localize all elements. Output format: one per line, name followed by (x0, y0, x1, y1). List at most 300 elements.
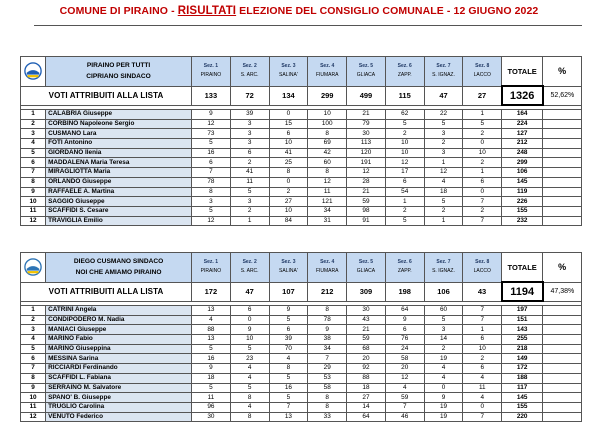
sezione-label: Sez. 6 (397, 63, 412, 70)
candidate-name: CATRINI Angela (46, 306, 192, 316)
candidate-votes-sezione: 10 (463, 148, 502, 158)
sezione-label: Sez. 7 (436, 63, 451, 70)
candidate-number: 8 (21, 373, 46, 383)
candidate-votes-sezione: 12 (192, 119, 231, 129)
candidate-votes-sezione: 60 (424, 306, 463, 316)
candidate-votes-sezione: 121 (308, 197, 347, 207)
candidate-votes-sezione: 64 (347, 412, 386, 422)
candidate-votes-sezione: 79 (347, 119, 386, 129)
list-votes-sezione: 72 (230, 86, 269, 105)
candidate-votes-sezione: 3 (230, 139, 269, 149)
candidate-row (21, 373, 582, 383)
candidate-votes-sezione: 69 (308, 139, 347, 149)
sezione-header (424, 253, 463, 283)
candidate-votes-sezione: 2 (463, 129, 502, 139)
sezione-place: PIRAINO (200, 72, 222, 79)
candidate-votes-sezione: 33 (308, 412, 347, 422)
candidate-total: 218 (502, 344, 543, 354)
list-logo-icon (24, 258, 42, 276)
candidate-votes-sezione: 0 (230, 315, 269, 325)
candidate-percent-empty (543, 216, 582, 226)
candidate-votes-sezione: 8 (308, 393, 347, 403)
candidate-votes-sezione: 0 (463, 139, 502, 149)
sezione-label: Sez. 4 (320, 259, 335, 266)
candidate-votes-sezione: 10 (463, 344, 502, 354)
sezione-place: FIUMARA (315, 268, 339, 275)
candidate-percent-empty (543, 306, 582, 316)
candidate-total: 149 (502, 354, 543, 364)
candidate-votes-sezione: 58 (385, 354, 424, 364)
candidate-name: MADDALENA Maria Teresa (46, 158, 192, 168)
list-votes-sezione: 47 (230, 282, 269, 301)
candidate-votes-sezione: 3 (424, 148, 463, 158)
totale-header: TOTALE (502, 253, 543, 283)
candidate-name: CALABRIA Giuseppe (46, 110, 192, 120)
candidate-votes-sezione: 53 (308, 373, 347, 383)
list-votes-label: VOTI ATTRIBUITI ALLA LISTA (21, 282, 192, 301)
candidate-percent-empty (543, 354, 582, 364)
list-header-row (21, 57, 582, 87)
candidate-votes-sezione: 24 (385, 344, 424, 354)
candidate-votes-sezione: 9 (192, 110, 231, 120)
candidate-row (21, 335, 582, 345)
candidate-votes-sezione: 15 (269, 119, 308, 129)
candidate-votes-sezione: 6 (230, 306, 269, 316)
candidate-votes-sezione: 2 (385, 206, 424, 216)
candidate-percent-empty (543, 364, 582, 374)
candidate-votes-sezione: 16 (192, 354, 231, 364)
candidate-votes-sezione: 34 (308, 344, 347, 354)
candidate-number: 4 (21, 139, 46, 149)
candidate-row (21, 364, 582, 374)
candidate-name: RICCIARDI Ferdinando (46, 364, 192, 374)
candidate-votes-sezione: 84 (269, 216, 308, 226)
candidate-votes-sezione: 27 (269, 197, 308, 207)
candidate-percent-empty (543, 412, 582, 422)
candidate-votes-sezione: 8 (269, 364, 308, 374)
sezione-place: S. IGNAZ. (432, 72, 455, 79)
sezione-place: LACCO (473, 268, 491, 275)
candidate-votes-sezione: 100 (308, 119, 347, 129)
sezione-header (192, 253, 231, 283)
list-votes-total: 1326 (502, 86, 543, 105)
sezione-place: S. IGNAZ. (432, 268, 455, 275)
list-votes-sezione: 115 (385, 86, 424, 105)
list-name-line2: NOI CHE AMIAMO PIRAINO (75, 269, 162, 277)
candidate-votes-sezione: 4 (424, 373, 463, 383)
candidate-total: 151 (502, 315, 543, 325)
candidate-votes-sezione: 4 (269, 354, 308, 364)
candidate-total: 248 (502, 148, 543, 158)
list-votes-sezione: 133 (192, 86, 231, 105)
candidate-votes-sezione: 4 (192, 315, 231, 325)
candidate-total: 117 (502, 383, 543, 393)
candidate-number: 2 (21, 315, 46, 325)
sezione-label: Sez. 8 (475, 63, 490, 70)
candidate-votes-sezione: 8 (308, 402, 347, 412)
candidate-votes-sezione: 22 (424, 110, 463, 120)
candidate-total: 145 (502, 393, 543, 403)
candidate-total: 226 (502, 197, 543, 207)
candidate-number: 4 (21, 335, 46, 345)
title-prefix: COMUNE DI PIRAINO - (59, 5, 178, 17)
candidate-votes-sezione: 41 (230, 168, 269, 178)
candidate-votes-sezione: 30 (347, 306, 386, 316)
candidate-votes-sezione: 5 (424, 119, 463, 129)
candidate-votes-sezione: 1 (385, 197, 424, 207)
list-header-row (21, 253, 582, 283)
candidate-votes-sezione: 19 (424, 412, 463, 422)
candidate-votes-sezione: 8 (308, 306, 347, 316)
candidate-votes-sezione: 18 (347, 383, 386, 393)
candidate-total: 143 (502, 325, 543, 335)
candidate-votes-sezione: 19 (424, 402, 463, 412)
candidate-votes-sezione: 1 (424, 216, 463, 226)
candidate-votes-sezione: 58 (308, 383, 347, 393)
candidate-votes-sezione: 10 (385, 148, 424, 158)
candidate-votes-sezione: 7 (463, 216, 502, 226)
sezione-header (347, 253, 386, 283)
candidate-votes-sezione: 5 (385, 216, 424, 226)
sezione-header (385, 57, 424, 87)
list-name-line1: PIRAINO PER TUTTI (86, 62, 151, 70)
candidate-votes-sezione: 6 (269, 129, 308, 139)
candidate-votes-sezione: 5 (192, 139, 231, 149)
candidate-number: 1 (21, 306, 46, 316)
candidate-percent-empty (543, 383, 582, 393)
candidate-votes-sezione: 191 (347, 158, 386, 168)
sezione-header (424, 57, 463, 87)
candidate-name: VENUTO Federico (46, 412, 192, 422)
candidate-name: SERRAINO M. Salvatore (46, 383, 192, 393)
sezione-label: Sez. 8 (475, 259, 490, 266)
candidate-votes-sezione: 5 (463, 119, 502, 129)
list-votes-sezione: 299 (308, 86, 347, 105)
list-votes-row (21, 86, 582, 105)
candidate-row (21, 412, 582, 422)
candidate-row (21, 129, 582, 139)
sezione-place: GLIACA (356, 72, 376, 79)
list-votes-total: 1194 (502, 282, 543, 301)
candidate-total: 224 (502, 119, 543, 129)
candidate-row (21, 306, 582, 316)
candidate-votes-sezione: 98 (347, 206, 386, 216)
list-name-line2: CIPRIANO SINDACO (86, 73, 151, 81)
candidate-votes-sezione: 10 (269, 206, 308, 216)
candidate-row (21, 139, 582, 149)
candidate-total: 220 (502, 412, 543, 422)
candidate-votes-sezione: 13 (192, 335, 231, 345)
candidate-votes-sezione: 2 (230, 206, 269, 216)
list-votes-sezione: 172 (192, 282, 231, 301)
candidate-number: 12 (21, 412, 46, 422)
candidate-votes-sezione: 113 (347, 139, 386, 149)
candidate-votes-sezione: 2 (424, 206, 463, 216)
candidate-votes-sezione: 12 (385, 373, 424, 383)
candidate-votes-sezione: 12 (385, 158, 424, 168)
candidate-row (21, 119, 582, 129)
candidate-percent-empty (543, 393, 582, 403)
candidate-votes-sezione: 6 (463, 364, 502, 374)
candidate-votes-sezione: 60 (308, 158, 347, 168)
candidate-votes-sezione: 4 (463, 373, 502, 383)
candidate-votes-sezione: 28 (347, 177, 386, 187)
candidate-votes-sezione: 2 (463, 158, 502, 168)
candidate-votes-sezione: 6 (385, 325, 424, 335)
candidate-total: 106 (502, 168, 543, 178)
candidate-votes-sezione: 6 (463, 177, 502, 187)
candidate-name: SPANO' B. Giuseppe (46, 393, 192, 403)
candidate-votes-sezione: 38 (308, 335, 347, 345)
candidate-percent-empty (543, 344, 582, 354)
candidate-percent-empty (543, 373, 582, 383)
candidate-votes-sezione: 9 (192, 364, 231, 374)
candidate-votes-sezione: 4 (424, 364, 463, 374)
candidate-total: 212 (502, 139, 543, 149)
candidate-name: CONDIPODERO M. Nadia (46, 315, 192, 325)
candidate-votes-sezione: 29 (308, 364, 347, 374)
candidate-number: 5 (21, 148, 46, 158)
candidate-votes-sezione: 5 (269, 315, 308, 325)
candidate-votes-sezione: 30 (192, 412, 231, 422)
candidate-row (21, 393, 582, 403)
candidate-number: 6 (21, 354, 46, 364)
sezione-header (192, 57, 231, 87)
candidate-total: 172 (502, 364, 543, 374)
candidate-votes-sezione: 12 (192, 216, 231, 226)
list-votes-sezione: 106 (424, 282, 463, 301)
candidate-votes-sezione: 43 (347, 315, 386, 325)
candidate-number: 5 (21, 344, 46, 354)
candidate-votes-sezione: 1 (424, 158, 463, 168)
candidate-number: 11 (21, 402, 46, 412)
candidate-votes-sezione: 5 (385, 119, 424, 129)
candidate-name: MESSINA Sarina (46, 354, 192, 364)
candidate-percent-empty (543, 139, 582, 149)
sezione-header (230, 57, 269, 87)
candidate-votes-sezione: 39 (230, 110, 269, 120)
sezione-place: S. ARC. (240, 268, 259, 275)
candidate-votes-sezione: 8 (308, 129, 347, 139)
sezione-label: Sez. 7 (436, 259, 451, 266)
candidate-total: 155 (502, 206, 543, 216)
candidate-votes-sezione: 59 (347, 335, 386, 345)
candidate-votes-sezione: 88 (192, 325, 231, 335)
list-logo (21, 253, 46, 283)
candidate-votes-sezione: 5 (192, 344, 231, 354)
candidate-votes-sezione: 4 (424, 177, 463, 187)
candidate-votes-sezione: 16 (269, 383, 308, 393)
candidate-percent-empty (543, 325, 582, 335)
candidate-votes-sezione: 6 (385, 177, 424, 187)
page-title (0, 5, 598, 17)
candidate-votes-sezione: 11 (308, 187, 347, 197)
title-suffix: ELEZIONE DEL CONSIGLIO COMUNALE - 12 GIUGNO 2022 (236, 5, 539, 17)
candidate-votes-sezione: 2 (424, 344, 463, 354)
candidate-name: CORBINO Napoleone Sergio (46, 119, 192, 129)
candidate-row (21, 344, 582, 354)
candidate-number: 9 (21, 187, 46, 197)
candidate-votes-sezione: 1 (463, 110, 502, 120)
candidate-votes-sezione: 0 (424, 383, 463, 393)
candidate-votes-sezione: 7 (269, 402, 308, 412)
candidate-votes-sezione: 5 (424, 315, 463, 325)
candidate-number: 12 (21, 216, 46, 226)
candidate-total: 145 (502, 177, 543, 187)
candidate-votes-sezione: 2 (463, 206, 502, 216)
candidate-votes-sezione: 1 (463, 325, 502, 335)
sezione-header (463, 253, 502, 283)
candidate-votes-sezione: 59 (347, 197, 386, 207)
candidate-votes-sezione: 78 (192, 177, 231, 187)
candidate-votes-sezione: 7 (308, 354, 347, 364)
candidate-votes-sezione: 42 (308, 148, 347, 158)
sezione-label: Sez. 6 (397, 259, 412, 266)
candidate-name: TRUGLIO Carolina (46, 402, 192, 412)
candidate-name: MARINO Giuseppina (46, 344, 192, 354)
candidate-votes-sezione: 34 (308, 206, 347, 216)
candidate-votes-sezione: 78 (308, 315, 347, 325)
candidate-total: 188 (502, 373, 543, 383)
candidate-votes-sezione: 4 (230, 364, 269, 374)
candidate-votes-sezione: 1 (463, 168, 502, 178)
candidate-votes-sezione: 3 (230, 119, 269, 129)
sezione-place: ZAPP. (397, 72, 412, 79)
sezione-place: S. ARC. (240, 72, 259, 79)
totale-header: TOTALE (502, 57, 543, 87)
candidate-votes-sezione: 6 (230, 148, 269, 158)
sezione-label: Sez. 2 (242, 259, 257, 266)
candidate-total: 155 (502, 402, 543, 412)
sezione-header (308, 57, 347, 87)
candidate-votes-sezione: 91 (347, 216, 386, 226)
candidate-percent-empty (543, 148, 582, 158)
candidate-votes-sezione: 9 (269, 306, 308, 316)
percent-header: % (543, 253, 582, 283)
candidate-votes-sezione: 18 (424, 187, 463, 197)
candidate-votes-sezione: 46 (385, 412, 424, 422)
candidate-percent-empty (543, 197, 582, 207)
candidate-name: CUSMANO Lara (46, 129, 192, 139)
candidate-votes-sezione: 7 (463, 197, 502, 207)
candidate-votes-sezione: 54 (385, 187, 424, 197)
title-underline (34, 25, 582, 26)
candidate-percent-empty (543, 187, 582, 197)
candidate-total: 197 (502, 306, 543, 316)
list-votes-sezione: 43 (463, 282, 502, 301)
candidate-votes-sezione: 92 (347, 364, 386, 374)
candidate-votes-sezione: 2 (269, 187, 308, 197)
sezione-header (463, 57, 502, 87)
list-name-line1: DIEGO CUSMANO SINDACO (73, 258, 164, 266)
candidate-votes-sezione: 11 (192, 393, 231, 403)
candidate-percent-empty (543, 158, 582, 168)
candidate-votes-sezione: 5 (269, 373, 308, 383)
candidate-votes-sezione: 3 (230, 129, 269, 139)
candidate-votes-sezione: 2 (424, 139, 463, 149)
candidate-row (21, 187, 582, 197)
candidate-votes-sezione: 6 (192, 158, 231, 168)
candidate-votes-sezione: 12 (347, 168, 386, 178)
candidate-percent-empty (543, 206, 582, 216)
candidate-row (21, 177, 582, 187)
candidate-percent-empty (543, 402, 582, 412)
candidate-name: SCAFFIDI S. Cesare (46, 206, 192, 216)
candidate-number: 10 (21, 197, 46, 207)
candidate-votes-sezione: 9 (230, 325, 269, 335)
list-votes-sezione: 134 (269, 86, 308, 105)
sezione-header (230, 253, 269, 283)
candidate-votes-sezione: 10 (269, 139, 308, 149)
sezione-label: Sez. 4 (320, 63, 335, 70)
candidate-votes-sezione: 13 (192, 306, 231, 316)
candidate-votes-sezione: 2 (463, 354, 502, 364)
candidate-number: 9 (21, 383, 46, 393)
candidate-percent-empty (543, 315, 582, 325)
list-votes-label: VOTI ATTRIBUITI ALLA LISTA (21, 86, 192, 105)
candidate-row (21, 168, 582, 178)
candidate-votes-sezione: 23 (230, 354, 269, 364)
candidate-name: GIORDANO Ilenia (46, 148, 192, 158)
candidate-votes-sezione: 31 (308, 216, 347, 226)
candidate-votes-sezione: 1 (230, 216, 269, 226)
candidate-votes-sezione: 120 (347, 148, 386, 158)
candidate-number: 7 (21, 364, 46, 374)
candidate-votes-sezione: 25 (269, 158, 308, 168)
candidate-number: 2 (21, 119, 46, 129)
candidate-name: MARINO Fabio (46, 335, 192, 345)
candidate-votes-sezione: 21 (347, 110, 386, 120)
candidate-name: MANIACI Giuseppe (46, 325, 192, 335)
results-table-list-2 (20, 252, 582, 422)
candidate-row (21, 402, 582, 412)
candidate-votes-sezione: 30 (347, 129, 386, 139)
candidate-name: RAFFAELE A. Martina (46, 187, 192, 197)
candidate-votes-sezione: 3 (424, 129, 463, 139)
candidate-votes-sezione: 5 (269, 393, 308, 403)
candidate-total: 127 (502, 129, 543, 139)
candidate-votes-sezione: 7 (463, 412, 502, 422)
candidate-percent-empty (543, 129, 582, 139)
candidate-votes-sezione: 27 (347, 393, 386, 403)
candidate-votes-sezione: 5 (192, 206, 231, 216)
candidate-votes-sezione: 41 (269, 148, 308, 158)
candidate-number: 7 (21, 168, 46, 178)
sezione-label: Sez. 3 (281, 259, 296, 266)
candidate-votes-sezione: 13 (269, 412, 308, 422)
candidate-votes-sezione: 59 (385, 393, 424, 403)
candidate-total: 119 (502, 187, 543, 197)
candidate-votes-sezione: 68 (347, 344, 386, 354)
candidate-row (21, 206, 582, 216)
candidate-votes-sezione: 8 (230, 412, 269, 422)
candidate-total: 164 (502, 110, 543, 120)
candidate-total: 255 (502, 335, 543, 345)
candidate-percent-empty (543, 110, 582, 120)
sezione-place: SALINA' (279, 268, 298, 275)
candidate-number: 3 (21, 129, 46, 139)
candidate-votes-sezione: 17 (385, 168, 424, 178)
candidate-percent-empty (543, 119, 582, 129)
candidate-votes-sezione: 4 (463, 393, 502, 403)
candidate-votes-sezione: 7 (385, 402, 424, 412)
candidate-votes-sezione: 8 (192, 187, 231, 197)
candidate-votes-sezione: 7 (463, 315, 502, 325)
candidate-votes-sezione: 0 (463, 187, 502, 197)
sezione-label: Sez. 3 (281, 63, 296, 70)
candidate-votes-sezione: 3 (192, 197, 231, 207)
candidate-votes-sezione: 19 (424, 354, 463, 364)
